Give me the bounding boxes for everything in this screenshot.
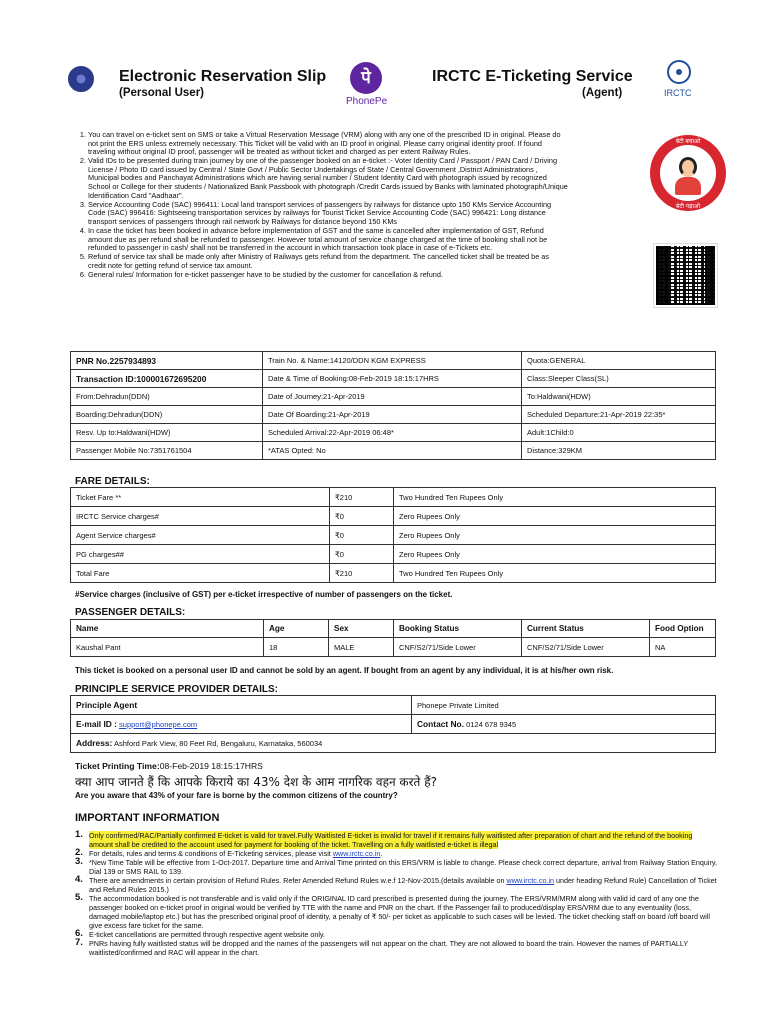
phonepe-logo-icon: पे — [350, 62, 382, 94]
from-station: From:Dehradun(DDN) — [71, 388, 263, 406]
column-header: Food Option — [650, 620, 716, 638]
passenger-mobile: Passenger Mobile No:7351761504 — [71, 442, 263, 460]
fare-label: Agent Service charges# — [71, 526, 330, 545]
email-label: E-mail ID : — [76, 719, 117, 729]
table-row — [71, 488, 716, 507]
ers-subtitle: (Personal User) — [119, 87, 205, 99]
service-charge-note: #Service charges (inclusive of GST) per e-ticket irrespective of number of passengers on the ticket. — [75, 590, 453, 599]
irctc-link[interactable]: www.irctc.co.in — [332, 849, 381, 858]
printing-value: 08-Feb-2019 18:15:17HRS — [159, 761, 263, 771]
column-header: Age — [264, 620, 329, 638]
fare-label: IRCTC Service charges# — [71, 507, 330, 526]
scheduled-arrival: Scheduled Arrival:22-Apr-2019 06:48* — [263, 424, 522, 442]
pnr-number: PNR No.2257934893 — [71, 352, 263, 370]
to-station: To:Haldwani(HDW) — [522, 388, 716, 406]
fare-label: PG charges## — [71, 545, 330, 564]
address-label: Address: — [76, 738, 113, 748]
provider-details-table — [70, 695, 716, 753]
instruction-item: 1. You can travel on e-ticket sent on SMS or take a Virtual Reservation Message (VRM) along with any one of the prescribed ID in original. Please do not print the ERS unless extremely necessary. This Ticket will be valid with an ID proof in original. Please carry original identity proof. If found traveling without original ID proof, passenger will be treated as without ticket and charged as per extent Railway Rules. — [88, 131, 568, 157]
quota: Quota:GENERAL — [522, 352, 716, 370]
irctc-subtitle: (Agent) — [582, 87, 623, 99]
column-header: Name — [71, 620, 264, 638]
ticket-printing-time — [75, 761, 263, 771]
current-status: CNF/S2/71/Side Lower — [522, 638, 650, 657]
reservation-upto: Resv. Up to:Haldwani(HDW) — [71, 424, 263, 442]
fare-details-table — [70, 487, 716, 583]
irctc-title: IRCTC E-Ticketing Service — [432, 68, 633, 85]
irctc-logo-name: IRCTC — [664, 88, 692, 98]
phonepe-name: PhonePe — [346, 96, 388, 107]
table-row — [71, 715, 716, 734]
fare-amount: ₹0 — [330, 507, 394, 526]
instruction-item: 4. In case the ticket has been booked in advance before implementation of GST and the same is cancelled after implementation of GST, Refund amount due as per refund shall be refunded to passenger. However total amount of service change charged at the time of booking shall not be refunded to passenger in cash/ shall not be transferred in the account in which transaction took place in case of e-Tickets etc. — [88, 227, 568, 253]
contact-number: 0124 678 9345 — [466, 720, 517, 729]
contact-label: Contact No. — [417, 719, 464, 729]
passenger-count: Adult:1Child:0 — [522, 424, 716, 442]
fare-words: Two Hundred Ten Rupees Only — [394, 488, 716, 507]
address-value: Ashford Park View, 80 Feet Rd, Bengaluru, Karnataka, 560034 — [113, 739, 323, 748]
list-item: 5. The accommodation booked is not transferable and is valid only if the ORIGINAL ID card prescribed is presented during the journey. The ERS/VRM/MRM along with valid id card of any one the passenger booked on e-ticket proof in original would be verified by TTE with the name and PNR on the chart. If the Passenger fail to produced/display ERS/VRM due to any eventuality (loss, damaged mobile/laptop etc.) but has the prescribed original proof of identity, a penalty of ₹ 50/- per ticket as applicable to such cases will be levied. The ticket checking staff on board /off board will give excess fare ticket for the same. — [75, 892, 710, 930]
boarding-date: Date Of Boarding:21-Apr-2019 — [263, 406, 522, 424]
passenger-name: Kaushal Pant — [71, 638, 264, 657]
fare-subsidy-english: Are you aware that 43% of your fare is borne by the common citizens of the country? — [75, 791, 398, 800]
list-item: 4. There are amendments in certain provision of Refund Rules. Refer Amended Refund Rules w.e.f 12-Nov-2015.(details available on www.irctc.co.in under heading Refund Rule) Cancellation of Ticket and Refund Rules 2015.) — [75, 874, 717, 894]
fare-details-title: FARE DETAILS: — [75, 476, 150, 487]
qr-code-icon — [654, 244, 717, 307]
principle-agent-value: Phonepe Private Limited — [412, 696, 716, 715]
irctc-logo-icon — [667, 60, 691, 84]
fare-subsidy-hindi: क्या आप जानते हैं कि आपके किराये का 43% देश के आम नागरिक वहन करते हैं? — [75, 775, 437, 789]
passenger-age: 18 — [264, 638, 329, 657]
list-item: 1. Only confirmed/RAC/Partially confirmed E-ticket is valid for travel.Fully Waitlisted E-ticket is invalid for travel if it remains fully waitlisted after preparation of chart and the refund of the booking amount shall be credited to the account used for payment for booking of the ticket. Travelling on a fully waitlisted e-ticket is illegal — [75, 829, 693, 849]
printing-label: Ticket Printing Time: — [75, 761, 160, 771]
transaction-id: Transaction ID:100001672695200 — [71, 370, 263, 388]
table-row — [71, 370, 716, 388]
waitlist-warning: Only confirmed/RAC/Partially confirmed E-ticket is valid for travel.Fully Waitlisted E-ticket is invalid for travel if it remains fully waitlisted after preparation of chart and the refund of the booking amount shall be credited to the account used for payment for booking of the ticket. Travelling on a fully waitlisted e-ticket is illegal — [89, 831, 693, 849]
list-item: 3. *New Time Table will be effective from 1-Oct-2017. Departure time and Arrival Time printed on this ERS/VRM is liable to change. Please check correct departure, arrival from Railway Station Enquiry, Dial 139 or SMS RAIL to 139. — [75, 856, 717, 876]
badge-top-text: बेटी बचाओ — [675, 139, 701, 145]
column-header: Booking Status — [394, 620, 522, 638]
table-row — [71, 638, 716, 657]
distance: Distance:329KM — [522, 442, 716, 460]
fare-words: Zero Rupees Only — [394, 507, 716, 526]
fare-amount: ₹210 — [330, 564, 394, 583]
table-row — [71, 507, 716, 526]
journey-date: Date of Journey:21-Apr-2019 — [263, 388, 522, 406]
fare-amount: ₹210 — [330, 488, 394, 507]
list-item: 7. PNRs having fully waitlisted status will be dropped and the names of the passengers will not appear on the chart. They are not allowed to board the train. However the names of PARTIALLY waitlisted/confirmed and RAC will appear in the chart. — [75, 937, 689, 957]
table-row — [71, 424, 716, 442]
atas-opted: *ATAS Opted: No — [263, 442, 522, 460]
fare-amount: ₹0 — [330, 545, 394, 564]
train-name: Train No. & Name:14120/DDN KGM EXPRESS — [263, 352, 522, 370]
provider-details-title: PRINCIPLE SERVICE PROVIDER DETAILS: — [75, 684, 278, 695]
email-link[interactable]: support@phonepe.com — [119, 720, 198, 729]
fare-amount: ₹0 — [330, 526, 394, 545]
column-header: Sex — [329, 620, 394, 638]
instruction-item: 2. Valid IDs to be presented during train journey by one of the passenger booked on an e-ticket :- Voter Identity Card / Passport / PAN Card / Driving License / Photo ID card issued by Central / State Govt / Public Sector Undertakings of State / Central Government ,District Administrations , Municipal bodies and Panchayat Administrations which are having serial number / Student Identity Card with photograph issued by recognized School or College for their students / Nationalized Bank Passbook with photograph /Credit Cards issued by Banks with laminated photograph/Unique Identification Card "Aadhaar". — [88, 157, 568, 200]
personal-user-note: This ticket is booked on a personal user ID and cannot be sold by an agent. If bought from an agent by any individual, it is at his/her own risk. — [75, 666, 614, 675]
travel-class: Class:Sleeper Class(SL) — [522, 370, 716, 388]
table-row — [71, 526, 716, 545]
instruction-item: 3. Service Accounting Code (SAC) 996411: Local land transport services of passengers by railways for distance upto 150 KMs Service Accounting Code (SAC) 996416: Sightseeing transportation services by railways for Tourist Ticket Service Accounting Code (SAC) 996421: Long distance transport services of passengers through rail network by Railways for distance beyond 150 KMs — [88, 201, 568, 227]
badge-bottom-text: बेटी पढ़ाओ — [675, 204, 701, 210]
girl-dress-icon — [675, 177, 701, 195]
ers-title: Electronic Reservation Slip — [119, 68, 327, 85]
table-row — [71, 388, 716, 406]
table-header-row — [71, 620, 716, 638]
irctc-link[interactable]: www.irctc.co.in — [506, 876, 555, 885]
fare-label: Ticket Fare ** — [71, 488, 330, 507]
scheduled-departure: Scheduled Departure:21-Apr-2019 22:35* — [522, 406, 716, 424]
header — [0, 56, 768, 116]
table-row — [71, 545, 716, 564]
table-row — [71, 734, 716, 753]
table-row — [71, 352, 716, 370]
instructions — [72, 131, 568, 280]
beti-bachao-badge-icon — [650, 135, 726, 211]
passenger-details-table — [70, 619, 716, 657]
boarding-station: Boarding:Dehradun(DDN) — [71, 406, 263, 424]
table-row — [71, 442, 716, 460]
fare-label: Total Fare — [71, 564, 330, 583]
column-header: Current Status — [522, 620, 650, 638]
table-row — [71, 564, 716, 583]
trip-details-table — [70, 351, 716, 460]
list-item: 2. For details, rules and terms & conditions of E-Ticketing services, please visit www.irctc.co.in. — [75, 847, 383, 858]
indian-railways-logo-icon — [68, 66, 94, 92]
booking-status: CNF/S2/71/Side Lower — [394, 638, 522, 657]
table-row — [71, 696, 716, 715]
passenger-sex: MALE — [329, 638, 394, 657]
booking-datetime: Date & Time of Booking:08-Feb-2019 18:15:17HRS — [263, 370, 522, 388]
girl-face-icon — [679, 157, 697, 177]
important-info-list — [75, 831, 717, 957]
instruction-item: 6. General rules/ Information for e-ticket passenger have to be studied by the customer for cancellation & refund. — [88, 271, 568, 280]
fare-words: Zero Rupees Only — [394, 526, 716, 545]
instruction-item: 5. Refund of service tax shall be made only after Ministry of Railways gets refund from the department. The cancelled ticket shall be treated be as credit note for getting refund of service tax amount. — [88, 253, 568, 270]
principle-agent-label: Principle Agent — [71, 696, 412, 715]
fare-words: Two Hundred Ten Rupees Only — [394, 564, 716, 583]
list-item: 6. E-ticket cancellations are permitted through respective agent website only. — [75, 928, 325, 939]
important-info-title: IMPORTANT INFORMATION — [75, 812, 220, 824]
passenger-details-title: PASSENGER DETAILS: — [75, 607, 186, 618]
table-row — [71, 406, 716, 424]
fare-words: Zero Rupees Only — [394, 545, 716, 564]
food-option: NA — [650, 638, 716, 657]
